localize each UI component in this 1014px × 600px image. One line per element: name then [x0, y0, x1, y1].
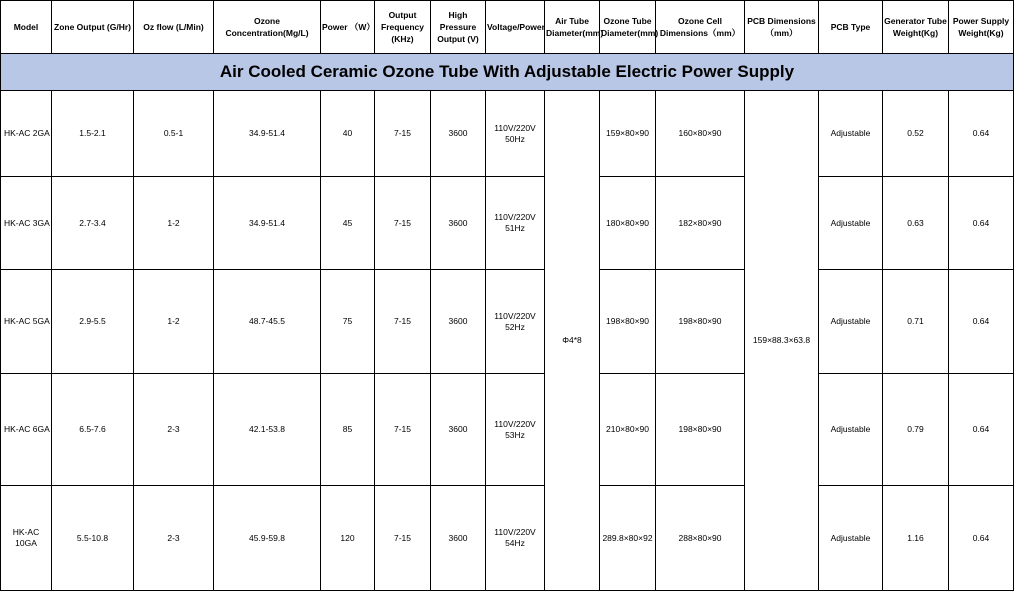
cell-supply-weight: 0.64	[949, 91, 1014, 177]
header-hv-output: High Pressure Output (V)	[431, 1, 486, 54]
table-row	[1, 177, 1014, 270]
cell-concentration: 48.7-45.5	[214, 270, 321, 374]
header-model: Model	[1, 1, 52, 54]
table-row	[1, 486, 1014, 591]
table-row	[1, 374, 1014, 486]
cell-model: HK-AC 10GA	[1, 486, 52, 591]
cell-pcb-type: Adjustable	[819, 270, 883, 374]
header-zone-output: Zone Output (G/Hr)	[52, 1, 134, 54]
cell-tube-weight: 1.16	[883, 486, 949, 591]
cell-concentration: 34.9-51.4	[214, 177, 321, 270]
cell-hv-output: 3600	[431, 91, 486, 177]
cell-hv-output: 3600	[431, 177, 486, 270]
cell-frequency: 7-15	[375, 374, 431, 486]
cell-zone-output: 6.5-7.6	[52, 374, 134, 486]
cell-cell-dimensions: 160×80×90	[656, 91, 745, 177]
cell-frequency: 7-15	[375, 91, 431, 177]
cell-frequency: 7-15	[375, 270, 431, 374]
cell-hv-output: 3600	[431, 374, 486, 486]
cell-tube-diameter: 210×80×90	[600, 374, 656, 486]
cell-pcb-type: Adjustable	[819, 177, 883, 270]
cell-hv-output: 3600	[431, 486, 486, 591]
header-power-supply-weight: Power Supply Weight(Kg)	[949, 1, 1014, 54]
cell-model: HK-AC 2GA	[1, 91, 52, 177]
header-air-tube-diameter: Air Tube Diameter(mm)	[545, 1, 600, 54]
header-power: Power （W）	[321, 1, 375, 54]
cell-supply-weight: 0.64	[949, 486, 1014, 591]
cell-oz-flow: 2-3	[134, 374, 214, 486]
cell-pcb-type: Adjustable	[819, 91, 883, 177]
cell-voltage: 110V/220V 51Hz	[486, 177, 545, 270]
cell-tube-weight: 0.52	[883, 91, 949, 177]
header-pcb-dimensions: PCB Dimensions（mm）	[745, 1, 819, 54]
cell-power: 85	[321, 374, 375, 486]
cell-oz-flow: 1-2	[134, 270, 214, 374]
cell-voltage: 110V/220V 54Hz	[486, 486, 545, 591]
table-row	[1, 270, 1014, 374]
cell-oz-flow: 0.5-1	[134, 91, 214, 177]
cell-concentration: 45.9-59.8	[214, 486, 321, 591]
cell-power: 120	[321, 486, 375, 591]
cell-tube-diameter: 198×80×90	[600, 270, 656, 374]
cell-pcb-dimensions: 159×88.3×63.8	[745, 91, 819, 591]
cell-hv-output: 3600	[431, 270, 486, 374]
cell-concentration: 34.9-51.4	[214, 91, 321, 177]
cell-power: 40	[321, 91, 375, 177]
cell-power: 45	[321, 177, 375, 270]
header-generator-tube-weight: Generator Tube Weight(Kg)	[883, 1, 949, 54]
cell-supply-weight: 0.64	[949, 374, 1014, 486]
header-ozone-cell-dimensions: Ozone Cell Dimensions（mm）	[656, 1, 745, 54]
cell-pcb-type: Adjustable	[819, 486, 883, 591]
cell-cell-dimensions: 182×80×90	[656, 177, 745, 270]
header-row	[1, 1, 1014, 54]
header-oz-flow: Oz flow (L/Min)	[134, 1, 214, 54]
cell-cell-dimensions: 288×80×90	[656, 486, 745, 591]
header-ozone-tube-diameter: Ozone Tube Diameter(mm)	[600, 1, 656, 54]
table-banner-title: Air Cooled Ceramic Ozone Tube With Adjustable Electric Power Supply	[1, 54, 1014, 91]
cell-zone-output: 2.7-3.4	[52, 177, 134, 270]
cell-tube-weight: 0.63	[883, 177, 949, 270]
cell-model: HK-AC 6GA	[1, 374, 52, 486]
header-voltage-power: Voltage/Power	[486, 1, 545, 54]
cell-air-tube-diameter: Φ4*8	[545, 91, 600, 591]
header-output-frequency: Output Frequency (KHz)	[375, 1, 431, 54]
cell-zone-output: 1.5-2.1	[52, 91, 134, 177]
cell-tube-weight: 0.79	[883, 374, 949, 486]
cell-frequency: 7-15	[375, 177, 431, 270]
cell-supply-weight: 0.64	[949, 270, 1014, 374]
cell-model: HK-AC 5GA	[1, 270, 52, 374]
banner-row	[1, 54, 1014, 91]
cell-tube-weight: 0.71	[883, 270, 949, 374]
cell-cell-dimensions: 198×80×90	[656, 374, 745, 486]
cell-voltage: 110V/220V 50Hz	[486, 91, 545, 177]
cell-tube-diameter: 289.8×80×92	[600, 486, 656, 591]
header-ozone-concentration: Ozone Concentration(Mg/L)	[214, 1, 321, 54]
cell-voltage: 110V/220V 52Hz	[486, 270, 545, 374]
cell-pcb-type: Adjustable	[819, 374, 883, 486]
cell-frequency: 7-15	[375, 486, 431, 591]
cell-concentration: 42.1-53.8	[214, 374, 321, 486]
cell-model: HK-AC 3GA	[1, 177, 52, 270]
cell-zone-output: 5.5-10.8	[52, 486, 134, 591]
cell-oz-flow: 2-3	[134, 486, 214, 591]
cell-power: 75	[321, 270, 375, 374]
cell-zone-output: 2.9-5.5	[52, 270, 134, 374]
cell-oz-flow: 1-2	[134, 177, 214, 270]
cell-cell-dimensions: 198×80×90	[656, 270, 745, 374]
cell-tube-diameter: 180×80×90	[600, 177, 656, 270]
header-pcb-type: PCB Type	[819, 1, 883, 54]
cell-tube-diameter: 159×80×90	[600, 91, 656, 177]
cell-supply-weight: 0.64	[949, 177, 1014, 270]
table-row	[1, 91, 1014, 177]
cell-voltage: 110V/220V 53Hz	[486, 374, 545, 486]
